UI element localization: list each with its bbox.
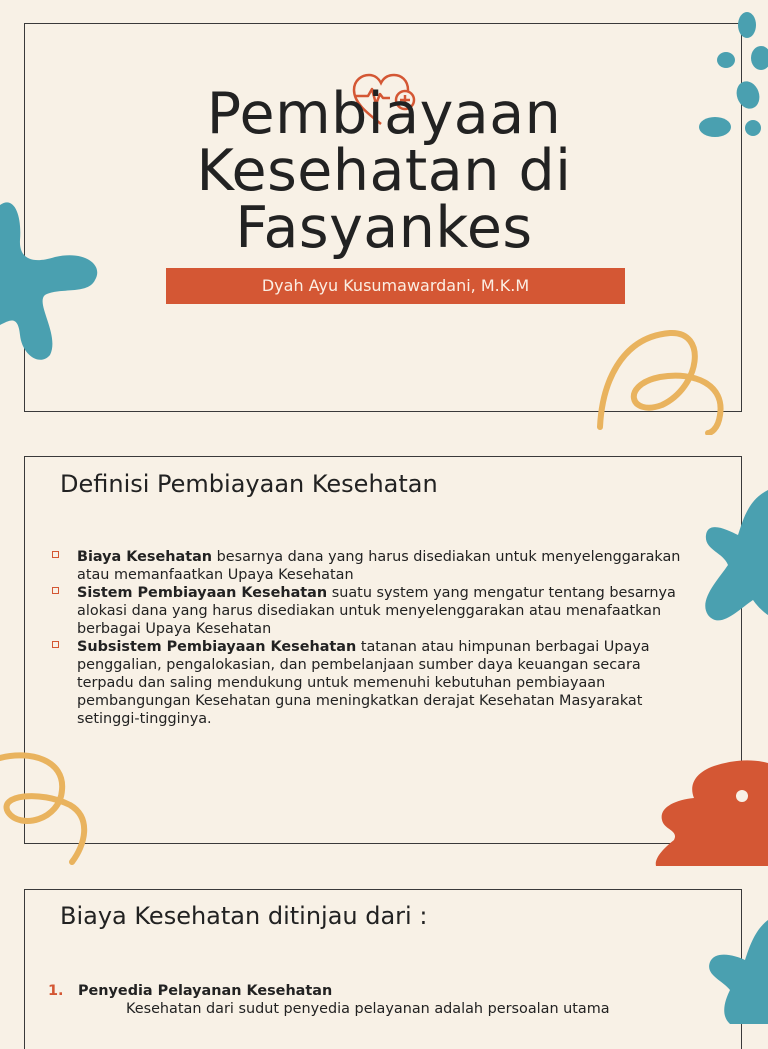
definition-list xyxy=(50,548,700,728)
item-text: besarnya dana yang harus disediakan untuk menyelenggarakan atau memanfaatkan Upaya Kesehatan xyxy=(77,549,681,583)
list-item xyxy=(48,982,698,1000)
item-term: Subsistem Pembiayaan Kesehatan xyxy=(77,639,357,655)
item-term: Sistem Pembiayaan Kesehatan xyxy=(77,585,328,601)
yellow-squiggle-decoration xyxy=(590,325,730,435)
title-line-2: Kesehatan di xyxy=(196,138,572,204)
title-line-1: Pembiayaan xyxy=(206,81,562,147)
item-term: Biaya Kesehatan xyxy=(77,549,213,565)
list-item xyxy=(50,584,700,638)
square-bullet-icon xyxy=(52,551,59,558)
yellow-loop-decoration xyxy=(0,750,95,865)
item-paragraph: Kesehatan dari sudut penyedia pelayanan adalah persoalan utama xyxy=(126,1001,610,1017)
list-item xyxy=(50,638,700,728)
teal-splash-decoration-bottom xyxy=(700,920,768,1024)
author-banner: Dyah Ayu Kusumawardani, M.K.M xyxy=(166,268,625,304)
numbered-list xyxy=(48,982,698,1018)
square-bullet-icon xyxy=(52,641,59,648)
list-item xyxy=(50,548,700,584)
teal-splash-decoration-right xyxy=(698,490,768,635)
page-title xyxy=(0,81,768,261)
title-line-3: Fasyankes xyxy=(235,195,533,261)
square-bullet-icon xyxy=(52,587,59,594)
section-heading-definisi: Definisi Pembiayaan Kesehatan xyxy=(60,470,438,498)
item-number: 1. xyxy=(48,983,64,999)
item-text: suatu system yang mengatur tentang besarnya alokasi dana yang harus disediakan untuk menyelenggarakan atau menafaatkan berbagai Upaya Kesehatan xyxy=(77,585,676,637)
section-heading-biaya: Biaya Kesehatan ditinjau dari : xyxy=(60,902,428,930)
item-text: tatanan atau himpunan berbagai Upaya penggalian, pengalokasian, dan pembelanjaan sumber daya keuangan secara terpadu dan saling mendukung untuk memenuhi kebutuhan pembiayaan pembangungan Kesehatan guna meningkatkan derajat Kesehatan Masyarakat setinggi-tingginya. xyxy=(77,639,650,727)
orange-splash-decoration xyxy=(654,758,768,866)
item-term: Penyedia Pelayanan Kesehatan xyxy=(78,983,333,999)
